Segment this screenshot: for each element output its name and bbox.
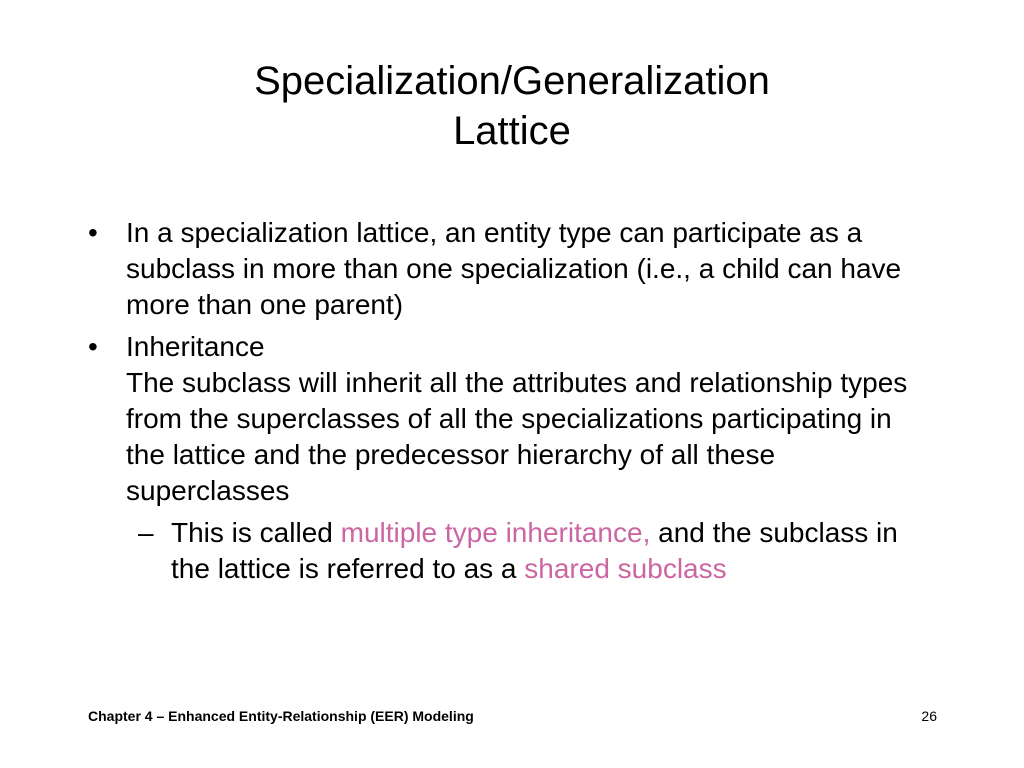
bullet-1-text: In a specialization lattice, an entity type can participate as a subclass in more than one specialization (i.e., a child can have more than one parent) [126,217,902,320]
highlight-shared-subclass: shared subclass [524,553,727,584]
sub-bullet-marker: – [138,517,154,548]
bullet-2-text: The subclass will inherit all the attributes and relationship types from the superclasses of all the specializations participating in the lattice and the predecessor hierarchy of all these superclasses [126,367,908,506]
footer-chapter-title: Chapter 4 – Enhanced Entity-Relationship (EER) Modeling [88,708,474,724]
slide-title [0,56,1024,156]
bullet-marker: • [88,331,98,362]
sub-text-part-1: This is called [171,517,341,548]
footer-page-number: 26 [921,708,937,724]
slide-body [88,215,908,587]
bullet-2-heading: Inheritance [126,331,265,362]
bullet-specialization-lattice [88,215,908,323]
sub-text-part-2: and the subclass in the lattice is referred to as a [171,517,898,584]
highlight-multiple-type-inheritance: multiple type inheritance, [340,517,651,548]
slide-title-line-1: Specialization/Generalization [254,59,770,103]
bullet-inheritance [88,329,908,509]
slide-title-line-2: Lattice [453,109,571,153]
bullet-marker: • [88,217,98,248]
sub-bullet-multiple-inheritance [88,515,908,587]
